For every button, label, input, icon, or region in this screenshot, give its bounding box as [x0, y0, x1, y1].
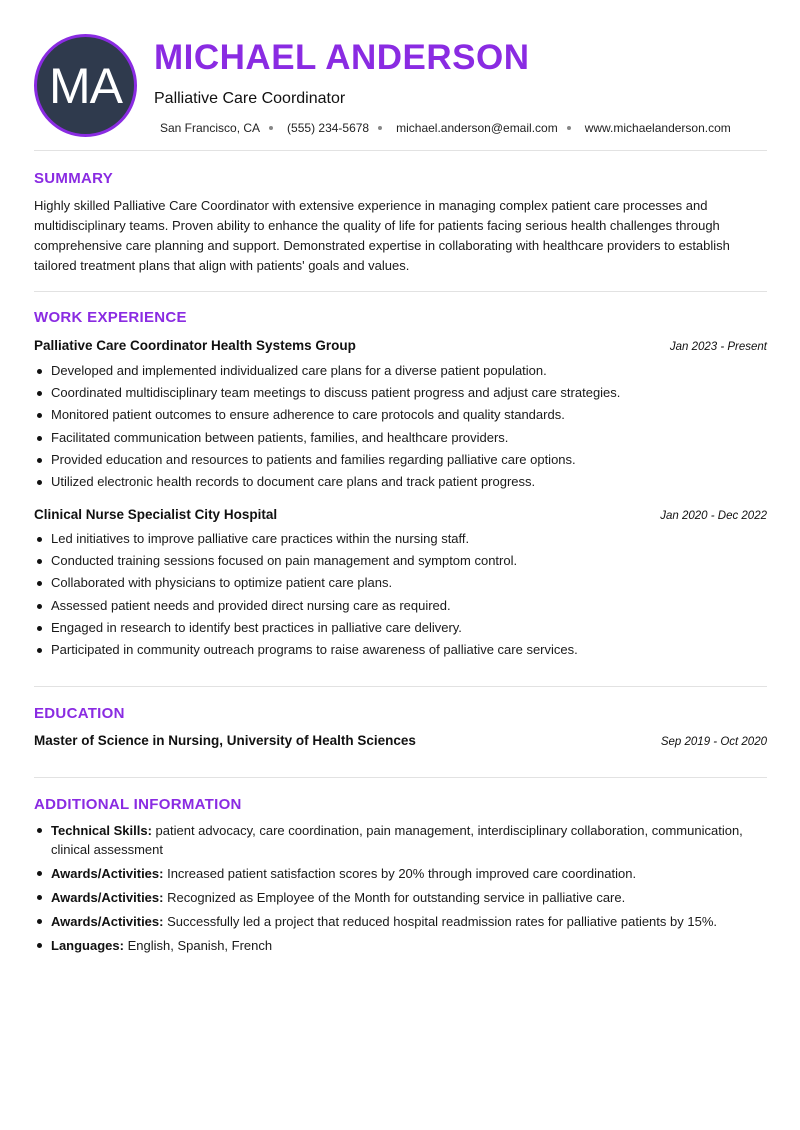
item-text: Recognized as Employee of the Month for outstanding service in palliative care. [163, 890, 626, 905]
item-text: English, Spanish, French [123, 938, 273, 953]
list-item: Conducted training sessions focused on pain management and symptom control. [34, 550, 767, 572]
list-item: Utilized electronic health records to document care plans and track patient progress. [34, 471, 767, 493]
list-item: Engaged in research to identify best practices in palliative care delivery. [34, 617, 767, 639]
additional-heading: ADDITIONAL INFORMATION [34, 796, 242, 813]
item-text: patient advocacy, care coordination, pain management, interdisciplinary collaboration, communication, clinical assessment [51, 823, 743, 857]
job-header [34, 507, 767, 522]
summary-text: Highly skilled Palliative Care Coordinator with extensive experience in managing complex patient care processes and multidisciplinary teams. Proven ability to enhance the quality of life for patients facing serious health challenges through comprehensive care planning and support. Demonstrated expertise in collaborating with healthcare providers to establish tailored treatment plans that align with patients' goals and values. [34, 198, 730, 273]
additional-list [34, 821, 767, 960]
job-header [34, 338, 767, 353]
summary-heading: SUMMARY [34, 170, 114, 187]
resume-header [34, 34, 767, 138]
section-divider [34, 777, 767, 778]
list-item: Monitored patient outcomes to ensure adherence to care protocols and quality standards. [34, 404, 767, 426]
item-text: Successfully led a project that reduced hospital readmission rates for palliative patients by 15%. [163, 914, 717, 929]
education-date: Sep 2019 - Oct 2020 [660, 736, 767, 748]
contact-phone: (555) 234-5678 [287, 121, 370, 135]
contact-email[interactable]: michael.anderson@email.com [396, 121, 558, 135]
list-item: Led initiatives to improve palliative care practices within the nursing staff. [34, 528, 767, 550]
contact-website[interactable]: www.michaelanderson.com [584, 121, 731, 135]
list-item [34, 912, 767, 931]
item-label: Awards/Activities: [51, 890, 164, 905]
separator-dot [269, 126, 273, 130]
education-entry [34, 733, 767, 748]
separator-dot [567, 126, 571, 130]
list-item [34, 821, 767, 859]
candidate-role: Palliative Care Coordinator [154, 90, 346, 107]
list-item: Developed and implemented individualized care plans for a diverse patient population. [34, 360, 767, 382]
list-item [34, 864, 767, 883]
list-item [34, 936, 767, 955]
list-item: Assessed patient needs and provided direct nursing care as required. [34, 595, 767, 617]
item-label: Awards/Activities: [51, 866, 164, 881]
experience-heading: WORK EXPERIENCE [34, 309, 187, 326]
job-date: Jan 2023 - Present [669, 341, 767, 353]
job-title: Palliative Care Coordinator Health Systems Group [34, 338, 356, 353]
list-item: Participated in community outreach programs to raise awareness of palliative care services. [34, 639, 767, 661]
separator-dot [378, 126, 382, 130]
item-label: Technical Skills: [51, 823, 152, 838]
section-divider [34, 150, 767, 151]
list-item: Facilitated communication between patients, families, and healthcare providers. [34, 427, 767, 449]
job-bullets [34, 528, 767, 661]
job-date: Jan 2020 - Dec 2022 [660, 510, 767, 522]
item-text: Increased patient satisfaction scores by 20% through improved care coordination. [163, 866, 637, 881]
list-item: Collaborated with physicians to optimize patient care plans. [34, 572, 767, 594]
degree: Master of Science in Nursing, University of Health Sciences [34, 733, 416, 748]
item-label: Awards/Activities: [51, 914, 164, 929]
section-divider [34, 291, 767, 292]
section-divider [34, 686, 767, 687]
education-heading: EDUCATION [34, 705, 125, 722]
candidate-name: MICHAEL ANDERSON [154, 38, 530, 77]
avatar [34, 34, 137, 137]
contact-location: San Francisco, CA [160, 121, 261, 135]
list-item [34, 888, 767, 907]
job-bullets [34, 360, 767, 493]
list-item: Provided education and resources to patients and families regarding palliative care options. [34, 449, 767, 471]
contact-line [160, 121, 731, 135]
avatar-initials: MA [49, 57, 122, 114]
job-title: Clinical Nurse Specialist City Hospital [34, 507, 278, 522]
list-item: Coordinated multidisciplinary team meetings to discuss patient progress and adjust care strategies. [34, 382, 767, 404]
item-label: Languages: [51, 938, 124, 953]
